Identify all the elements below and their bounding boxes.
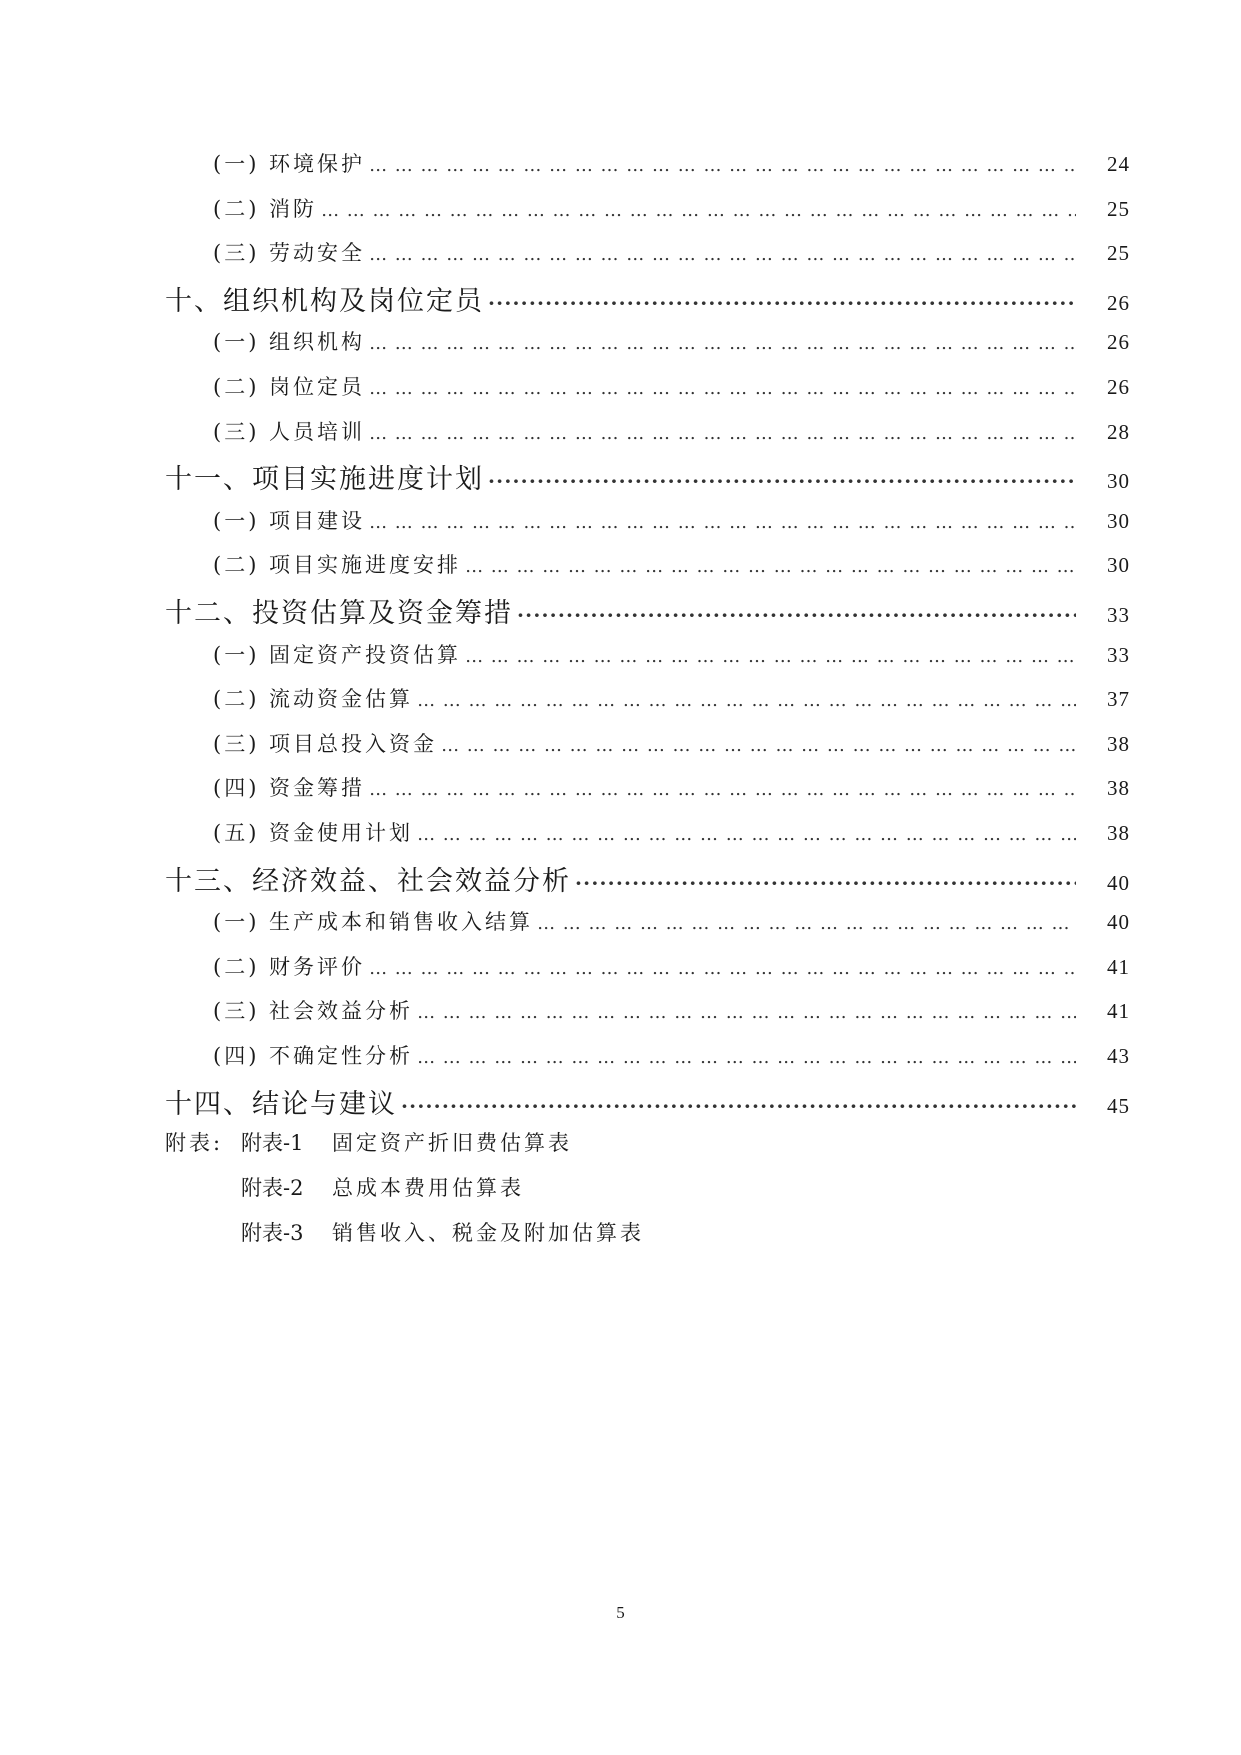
toc-entry[interactable] [213,772,1130,816]
toc-entry[interactable] [213,237,1130,281]
toc-dot-leader [369,509,1076,533]
appendix-code: 附表-3 [241,1221,304,1245]
toc-entry[interactable] [213,639,1130,683]
toc-dot-leader [488,464,1076,495]
toc-entry-page: 41 [1107,954,1130,979]
toc-dot-leader [321,197,1076,221]
toc-entry-label: (二) 流动资金估算 [213,687,414,712]
toc-chapter[interactable] [165,591,1130,635]
toc-chapter-label: 十一、项目实施进度计划 [165,464,484,496]
toc-dot-leader [369,152,1076,176]
toc-entry[interactable] [213,906,1130,950]
toc-chapter-label: 十三、经济效益、社会效益分析 [165,865,571,897]
toc-entry[interactable] [213,416,1130,460]
toc-chapter-page: 26 [1107,290,1130,315]
toc-entry-page: 38 [1107,731,1130,756]
toc-entry-label: (一) 环境保护 [213,152,366,176]
page-number: 5 [616,1603,625,1622]
toc-entry-label: (二) 消防 [213,196,318,221]
toc-entry-label: (四) 资金筹措 [213,776,366,801]
toc-dot-leader [417,1044,1076,1068]
toc-entry-page: 38 [1107,776,1130,801]
toc-entry[interactable] [213,326,1130,370]
appendix-entry[interactable] [241,1172,524,1202]
appendix-title: 销售收入、税金及附加估算表 [332,1221,644,1245]
toc-entry[interactable] [213,549,1130,593]
toc-dot-leader [575,866,1076,897]
appendix-entry[interactable] [165,1127,572,1157]
toc-entry-page: 38 [1107,821,1130,845]
toc-dot-leader [417,821,1076,845]
toc-entry[interactable] [213,371,1130,415]
toc-entry-label: (一) 组织机构 [213,330,366,355]
toc-chapter-label: 十四、结论与建议 [165,1088,397,1120]
toc-dot-leader [488,286,1076,317]
toc-entry-page: 41 [1107,999,1130,1024]
toc-entry[interactable] [213,1040,1130,1084]
appendix-heading: 附表: [165,1131,224,1155]
toc-chapter-label: 十二、投资估算及资金筹措 [165,598,513,629]
toc-entry-label: (二) 财务评价 [213,954,366,979]
toc-chapter-page: 45 [1107,1093,1130,1118]
toc-entry-label: (一) 生产成本和销售收入结算 [213,910,534,935]
toc-entry-page: 26 [1107,375,1130,399]
toc-entry[interactable] [213,728,1130,772]
toc-dot-leader [401,1089,1076,1120]
toc-chapter[interactable] [165,279,1130,323]
toc-entry-page: 33 [1107,642,1130,667]
toc-entry-page: 30 [1107,553,1130,578]
toc-dot-leader [369,955,1076,979]
toc-entry-label: (三) 劳动安全 [213,241,366,266]
toc-entry-label: (一) 项目建设 [213,508,366,533]
toc-entry-page: 25 [1107,196,1130,221]
toc-chapter[interactable] [165,457,1130,501]
toc-chapter-page: 33 [1107,603,1130,627]
appendix-title: 固定资产折旧费估算表 [332,1131,572,1155]
toc-chapter-label: 十、组织机构及岗位定员 [165,285,484,317]
toc-dot-leader [369,375,1076,399]
toc-entry-label: (二) 项目实施进度安排 [213,553,462,578]
toc-entry[interactable] [213,193,1130,237]
toc-entry-page: 43 [1107,1044,1130,1068]
appendix-title: 总成本费用估算表 [332,1176,524,1200]
toc-entry[interactable] [213,505,1130,549]
toc-entry-label: (四) 不确定性分析 [213,1044,414,1068]
toc-dot-leader [465,553,1076,577]
toc-chapter-page: 40 [1107,870,1130,895]
appendix-code: 附表-1 [241,1131,304,1155]
toc-chapter-page: 30 [1107,469,1130,494]
toc-entry[interactable] [213,683,1130,727]
toc-entry[interactable] [213,951,1130,995]
toc-dot-leader [369,420,1076,444]
toc-entry-label: (三) 项目总投入资金 [213,731,438,756]
toc-dot-leader [465,643,1076,667]
toc-chapter[interactable] [165,859,1130,903]
toc-dot-leader [417,687,1076,711]
toc-dot-leader [369,776,1076,800]
toc-entry[interactable] [213,817,1130,861]
toc-entry-label: (一) 固定资产投资估算 [213,642,462,667]
toc-entry-label: (五) 资金使用计划 [213,821,414,845]
toc-entry-page: 40 [1107,910,1130,935]
appendix-entry[interactable] [241,1217,644,1247]
toc-entry-page: 28 [1107,419,1130,444]
toc-chapter[interactable] [165,1082,1130,1126]
toc-entry-page: 30 [1107,508,1130,533]
toc-entry-page: 24 [1107,152,1130,176]
toc-dot-leader [369,330,1076,354]
toc-entry[interactable] [213,148,1130,192]
toc-entry-label: (二) 岗位定员 [213,375,366,399]
toc-dot-leader [517,598,1076,629]
toc-dot-leader [537,910,1076,934]
toc-entry-page: 37 [1107,687,1130,712]
toc-entry-page: 25 [1107,241,1130,266]
toc-dot-leader [369,241,1076,265]
toc-entry-label: (三) 社会效益分析 [213,999,414,1024]
toc-dot-leader [441,732,1076,756]
toc-entry[interactable] [213,995,1130,1039]
toc-dot-leader [417,999,1076,1023]
appendix-code: 附表-2 [241,1176,304,1200]
toc-entry-label: (三) 人员培训 [213,419,366,444]
toc-entry-page: 26 [1107,330,1130,355]
